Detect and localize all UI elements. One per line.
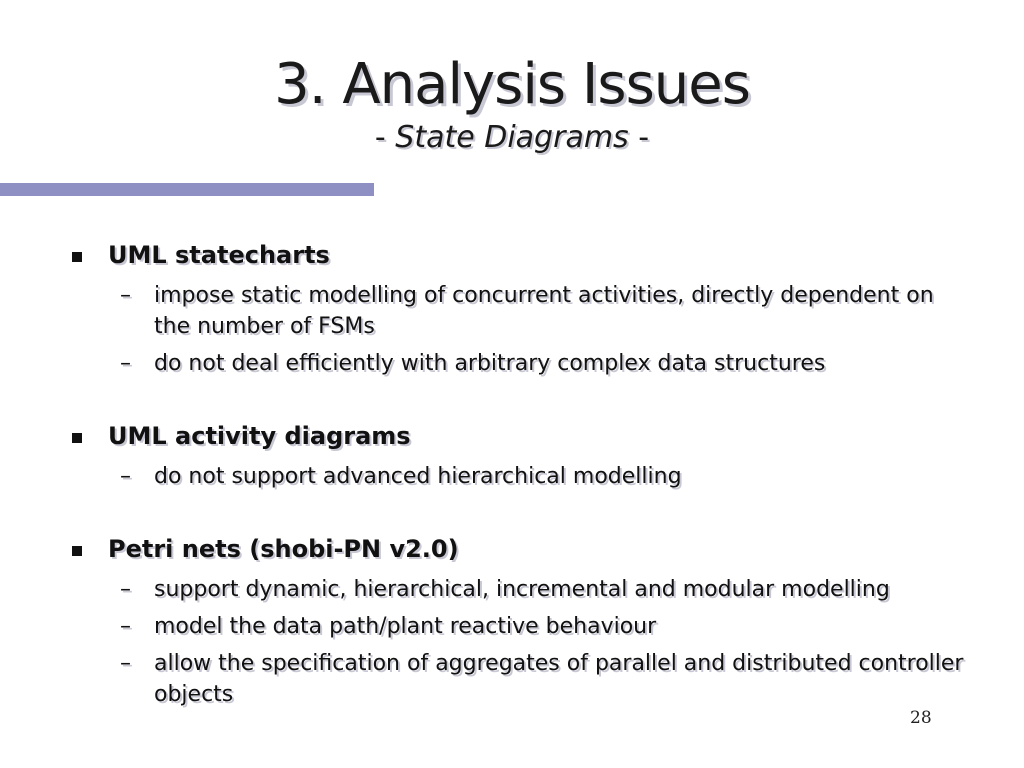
accent-bar (0, 183, 374, 196)
square-bullet-icon (72, 546, 82, 556)
dash-marker: – (120, 283, 131, 308)
slide-title: 3. Analysis Issues (274, 52, 750, 117)
dash-marker: – (120, 464, 131, 489)
sub-item (68, 611, 998, 642)
bullet-group (68, 238, 998, 379)
bullet-item (68, 532, 998, 566)
bullet-item (68, 238, 998, 272)
subtitle-text: State Diagrams (395, 120, 629, 155)
sub-text: impose static modelling of concurrent activities, directly dependent on the number of FSMs (154, 283, 934, 339)
sub-list (68, 574, 998, 710)
sub-text: do not support advanced hierarchical modelling (154, 464, 682, 489)
sub-list (68, 461, 998, 492)
dash-marker: – (120, 651, 131, 676)
bullet-item (68, 419, 998, 453)
sub-text: model the data path/plant reactive behaviour (154, 614, 657, 639)
bullet-group (68, 419, 998, 492)
sub-item (68, 280, 998, 342)
sub-text: support dynamic, hierarchical, incremental and modular modelling (154, 577, 890, 602)
sub-text: do not deal efficiently with arbitrary complex data structures (154, 351, 826, 376)
sub-item (68, 574, 998, 605)
dash-marker: – (120, 351, 131, 376)
dash-marker: – (120, 614, 131, 639)
subtitle-prefix: - (374, 120, 396, 155)
sub-item (68, 348, 998, 379)
sub-item (68, 648, 998, 710)
sub-list (68, 280, 998, 379)
sub-text: allow the specification of aggregates of parallel and distributed controller objects (154, 651, 964, 707)
square-bullet-icon (72, 433, 82, 443)
slide-subtitle (0, 118, 1024, 158)
bullet-group (68, 532, 998, 710)
bullet-label: UML statecharts (108, 241, 330, 269)
subtitle-suffix: - (628, 120, 650, 155)
bullet-label: Petri nets (shobi-PN v2.0) (108, 535, 459, 563)
page-number: 28 (910, 708, 932, 728)
bullet-list (68, 238, 998, 716)
title-block (0, 52, 1024, 158)
square-bullet-icon (72, 252, 82, 262)
dash-marker: – (120, 577, 131, 602)
bullet-label: UML activity diagrams (108, 422, 411, 450)
sub-item (68, 461, 998, 492)
